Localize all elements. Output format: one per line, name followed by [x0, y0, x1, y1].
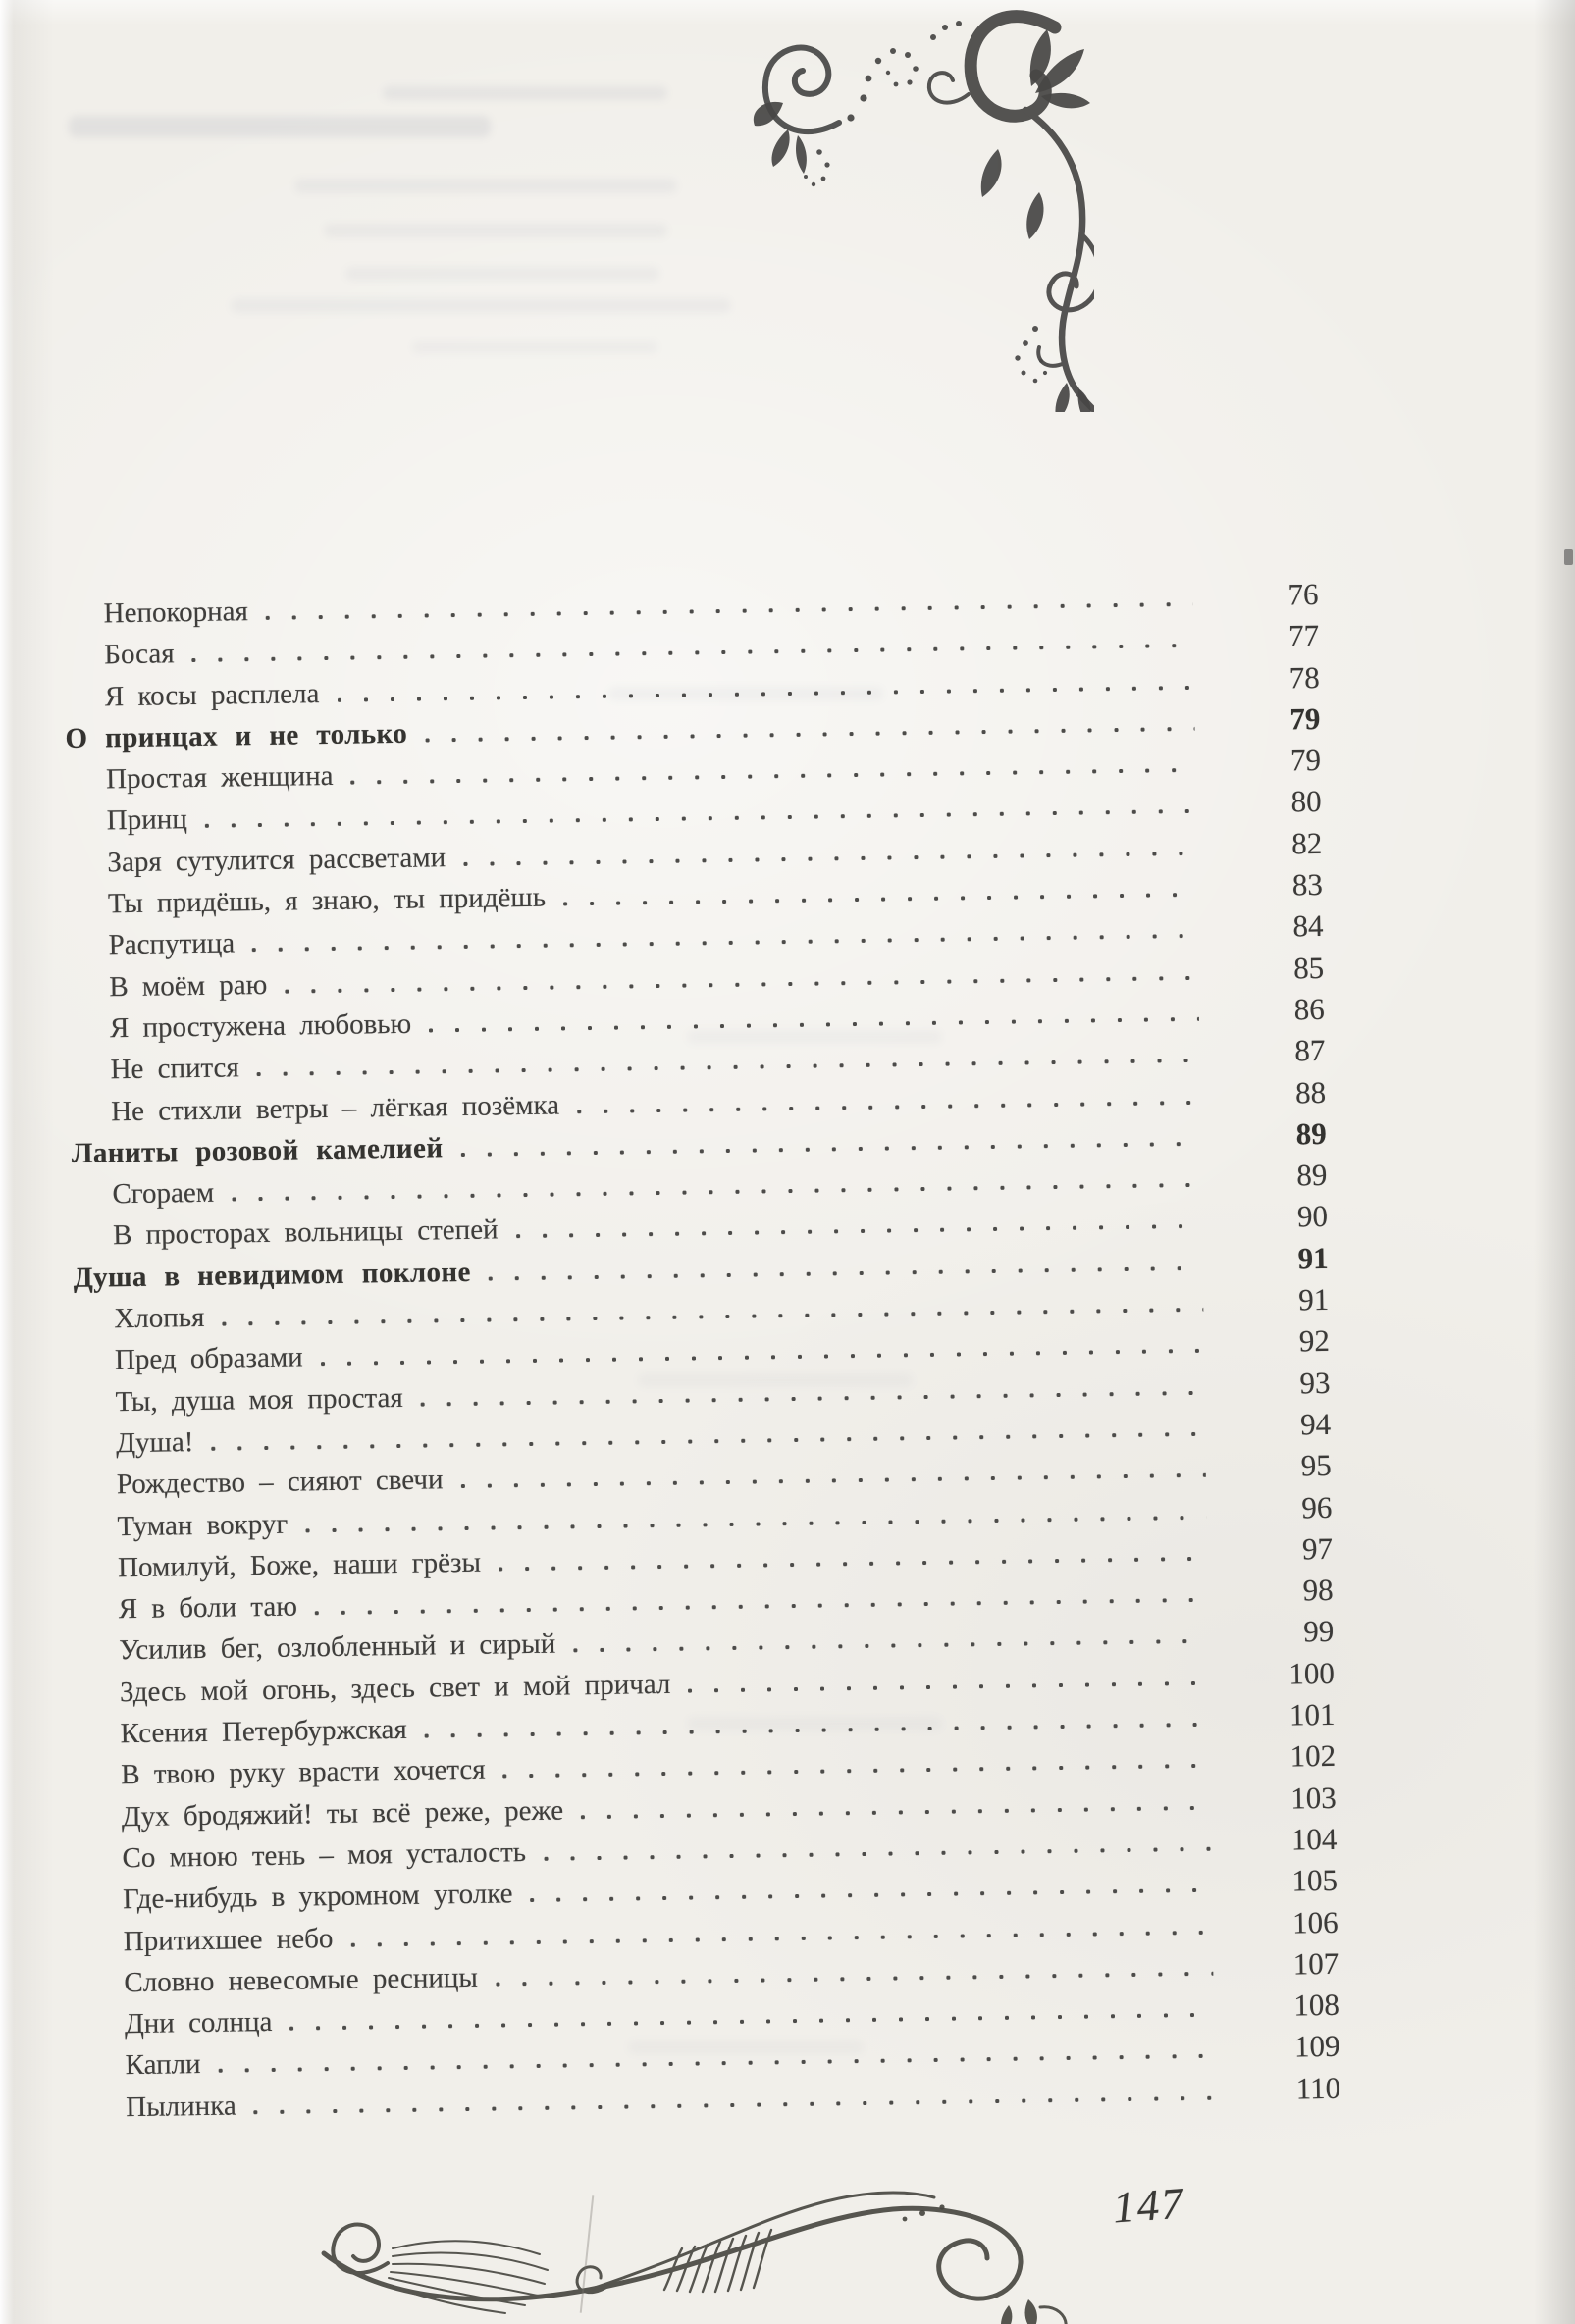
toc-entry-title: О принцах и не только — [65, 717, 408, 754]
bleed-through-line — [412, 341, 657, 353]
dot-leader — [500, 1757, 1211, 1782]
toc-entry-page-number: 94 — [1299, 1406, 1332, 1442]
dot-leader — [254, 1052, 1200, 1079]
toc-entry-page-number: 96 — [1301, 1489, 1333, 1524]
toc-entry-page-number: 106 — [1291, 1904, 1339, 1940]
bleed-through-line — [231, 298, 731, 313]
bleed-through-line — [324, 224, 667, 237]
toc-entry-title: Босая — [104, 638, 175, 671]
toc-entry-page-number: 99 — [1302, 1614, 1335, 1649]
toc-entry-title: Здесь мой огонь, здесь свет и мой причал — [119, 1668, 671, 1708]
toc-entry-title: Непокорная — [103, 595, 249, 630]
dot-leader — [263, 595, 1193, 623]
toc-entry-title: Пред образами — [114, 1341, 303, 1376]
dot-leader — [422, 720, 1194, 746]
toc-entry-page-number: 108 — [1293, 1987, 1340, 2023]
dot-leader — [578, 1798, 1211, 1822]
dot-leader — [426, 1010, 1199, 1036]
dot-leader — [347, 761, 1195, 788]
toc-entry-page-number: 77 — [1287, 618, 1320, 653]
toc-entry-page-number: 90 — [1296, 1199, 1329, 1234]
toc-entry-page-number: 104 — [1290, 1821, 1338, 1857]
dot-leader — [282, 969, 1198, 997]
dot-leader — [208, 1425, 1205, 1454]
toc-entry-title: Дни солнца — [124, 2006, 273, 2040]
toc-entry-page-number: 89 — [1296, 1158, 1328, 1193]
toc-entry-title: Усилив бег, озлобленный и сирый — [119, 1628, 556, 1667]
dot-leader — [189, 637, 1194, 665]
swirl-feather-flourish-icon — [294, 2180, 1109, 2324]
bleed-through-line — [383, 86, 667, 100]
toc-entry-page-number: 84 — [1292, 908, 1324, 944]
scan-edge-artifact — [1564, 549, 1573, 565]
toc-entry-title: Рождество – сияют свечи — [116, 1464, 444, 1501]
toc-entry-title: Я простужена любовью — [109, 1007, 412, 1045]
toc-entry-title: Капли — [125, 2048, 201, 2082]
dot-leader — [493, 1965, 1214, 1989]
toc-entry-title: Не спится — [110, 1052, 240, 1086]
toc-entry-page-number: 102 — [1289, 1738, 1337, 1774]
toc-entry-page-number: 97 — [1301, 1530, 1334, 1567]
toc-entry-page-number: 95 — [1300, 1448, 1332, 1483]
dot-leader — [418, 1383, 1205, 1409]
toc-entry-title: Ты придёшь, я знаю, ты придёшь — [107, 881, 547, 920]
bleed-through-line — [69, 116, 491, 137]
toc-entry-title: Распутица — [108, 927, 236, 961]
dot-leader — [486, 1260, 1203, 1284]
toc-entry-page-number: 98 — [1302, 1572, 1334, 1608]
toc-entry-page-number: 92 — [1298, 1323, 1331, 1359]
dot-leader — [570, 1632, 1208, 1656]
toc-entry-page-number: 105 — [1291, 1863, 1339, 1898]
dot-leader — [574, 1093, 1200, 1115]
dot-leader — [422, 1716, 1210, 1741]
toc-entry-title: В твою руку врасти хочется — [120, 1754, 486, 1791]
toc-entry-title: Со мною тень – моя усталость — [122, 1836, 527, 1875]
toc-entry-page-number: 88 — [1294, 1074, 1327, 1110]
toc-entry-title: Сгораем — [112, 1176, 215, 1211]
dot-leader — [249, 927, 1198, 955]
dot-leader — [496, 1550, 1207, 1575]
toc-entry-page-number: 91 — [1297, 1240, 1329, 1276]
dot-leader — [216, 2047, 1215, 2076]
toc-entry-page-number: 83 — [1291, 867, 1324, 903]
toc-entry-page-number: 79 — [1289, 700, 1321, 737]
folio-page-number: 147 — [1111, 2178, 1187, 2233]
toc-entry-title: Хлопья — [114, 1301, 205, 1335]
toc-entry-title: Душа! — [115, 1426, 194, 1460]
toc-entry-page-number: 82 — [1291, 825, 1323, 861]
bleed-through-line — [294, 179, 677, 193]
dot-leader — [318, 1342, 1204, 1369]
dot-leader — [560, 886, 1197, 909]
toc-entry-page-number: 80 — [1290, 784, 1322, 819]
toc-entry-page-number: 85 — [1292, 950, 1325, 986]
toc-entry-page-number: 91 — [1297, 1281, 1330, 1317]
toc-entry-page-number: 76 — [1287, 576, 1319, 612]
table-of-contents — [0, 573, 1575, 2132]
dot-leader — [302, 1508, 1206, 1535]
toc-entry-title: Я косы расплела — [104, 677, 320, 712]
toc-entry-title: Ланиты розовой камелией — [71, 1132, 444, 1169]
toc-entry-page-number: 86 — [1293, 991, 1326, 1027]
toc-entry-page-number: 100 — [1288, 1655, 1336, 1691]
dot-leader — [229, 1176, 1201, 1205]
toc-entry-title: Заря сутулится рассветами — [107, 841, 446, 879]
toc-entry-page-number: 78 — [1288, 659, 1321, 696]
toc-entry-page-number: 87 — [1294, 1033, 1326, 1068]
toc-entry-title: Туман вокруг — [117, 1508, 289, 1542]
bleed-through-line — [345, 267, 659, 281]
toc-entry-title: Душа в невидимом поклоне — [73, 1256, 472, 1294]
toc-entry-title: Помилуй, Боже, наши грёзы — [117, 1546, 482, 1584]
toc-entry-page-number: 109 — [1293, 2029, 1340, 2064]
dot-leader — [460, 845, 1196, 869]
toc-entry-page-number: 89 — [1295, 1115, 1327, 1152]
toc-entry-title: Ты, душа моя простая — [115, 1381, 403, 1418]
toc-entry-title: Дух бродяжий! ты всё реже, реже — [121, 1794, 564, 1833]
toc-entry-title: В просторах вольницы степей — [112, 1214, 499, 1252]
toc-entry-page-number: 103 — [1289, 1780, 1337, 1816]
dot-leader — [219, 1301, 1203, 1329]
toc-entry-page-number: 93 — [1299, 1365, 1331, 1400]
dot-leader — [347, 1923, 1212, 1949]
dot-leader — [287, 2006, 1214, 2034]
floral-vine-flourish-icon — [741, 0, 1094, 412]
toc-entry-title: Ксения Петербуржская — [120, 1713, 407, 1750]
toc-entry-title: Простая женщина — [105, 760, 334, 796]
toc-entry-page-number: 110 — [1295, 2070, 1341, 2106]
toc-entry-title: Пылинка — [126, 2090, 236, 2123]
dot-leader — [527, 1882, 1212, 1905]
toc-entry-title: В моём раю — [109, 968, 268, 1003]
dot-leader — [457, 1467, 1205, 1491]
toc-entry-title: Я в боли таю — [118, 1590, 298, 1626]
toc-entry-page-number: 101 — [1288, 1696, 1336, 1732]
dot-leader — [457, 1135, 1200, 1160]
toc-entry-page-number: 79 — [1289, 743, 1322, 778]
toc-entry-title: Принц — [106, 803, 188, 837]
dot-leader — [202, 802, 1196, 831]
dot-leader — [685, 1674, 1209, 1695]
toc-entry-title: Словно невесомые ресницы — [124, 1961, 479, 1998]
toc-entry-page-number: 107 — [1292, 1945, 1339, 1982]
toc-entry-title: Не стихли ветры – лёгкая позёмка — [110, 1089, 560, 1127]
dot-leader — [334, 678, 1194, 704]
toc-entry-title: Притихшее небо — [123, 1922, 334, 1957]
dot-leader — [312, 1591, 1208, 1619]
dot-leader — [251, 2089, 1216, 2117]
toc-entry-title: Где-нибудь в укромном уголке — [122, 1878, 513, 1916]
dot-leader — [513, 1217, 1203, 1241]
dot-leader — [541, 1840, 1212, 1864]
